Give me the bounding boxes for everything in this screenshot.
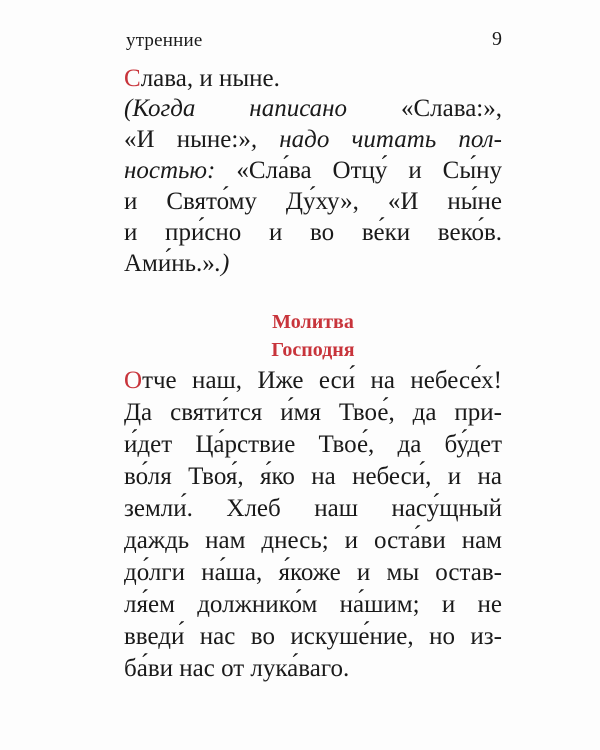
rubric-text: ностью:	[124, 157, 237, 184]
quote-text: «И ныне:»	[124, 126, 251, 153]
rubric-text: (Когда написано	[124, 95, 401, 122]
prayer-line-5: земли́. Хлеб наш насу́щный	[124, 495, 502, 522]
rubric-text: .)	[214, 250, 230, 277]
prayer-line-3: и́дет Ца́рствие Твое́, да бу́дет	[124, 431, 502, 458]
prayer-line-2: Да святи́тся и́мя Твое́, да при-	[124, 399, 502, 426]
red-initial: О	[124, 367, 143, 394]
running-head: утренние	[126, 30, 203, 51]
intro-line-6: и при́сно и во ве́ки веко́в.	[124, 219, 502, 246]
prayer-line-7: до́лги на́ша, я́коже и мы остав-	[124, 559, 502, 586]
prayer-line-8: ля́ем должнико́м на́шим; и не	[124, 591, 502, 618]
prayer-line-4: во́ля Твоя́, я́ко на небеси́, и на	[124, 463, 502, 490]
quote-text: «Слава:»,	[400, 95, 502, 122]
prayer-line-1	[124, 366, 502, 396]
quote-text: «Сла́ва Отцу́ и Сы́ну	[236, 157, 502, 184]
page-number: 9	[492, 28, 502, 50]
quote-text: Ами́нь.»	[124, 250, 215, 277]
intro-line-1-text: лава, и ныне.	[140, 65, 280, 92]
prayer-line-1-text: тче наш, Иже еси́ на небесе́х!	[142, 367, 502, 394]
prayer-heading-line-2: Господня	[271, 339, 355, 361]
intro-line-7	[124, 249, 502, 279]
prayer-line-9: введи́ нас во искуше́ние, но из-	[124, 623, 502, 650]
rubric-text: , надо читать пол-	[250, 126, 503, 153]
prayer-line-6: даждь нам днесь; и оста́ви нам	[124, 527, 502, 554]
prayer-heading-line-1: Молитва	[272, 311, 354, 333]
intro-line-1	[124, 64, 502, 94]
red-initial: С	[124, 65, 141, 92]
intro-line-4	[124, 156, 502, 186]
intro-line-2	[124, 94, 502, 124]
prayer-line-10: ба́ви нас от лука́ваго.	[124, 655, 350, 682]
intro-line-5: и Свято́му Ду́ху», «И ны́не	[124, 188, 502, 215]
intro-line-3	[124, 125, 502, 155]
